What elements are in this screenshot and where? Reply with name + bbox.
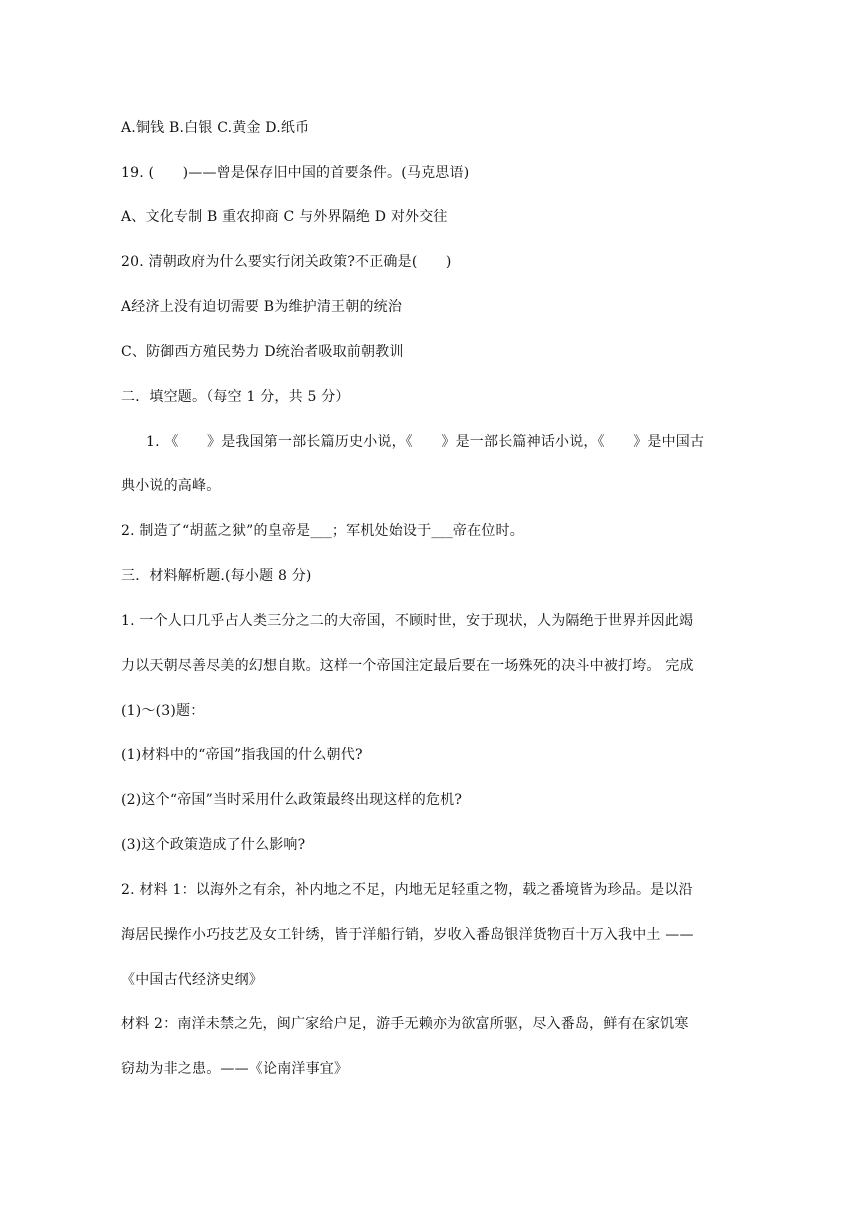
answer-options-q18: A.铜钱 B.白银 C.黄金 D.纸币 bbox=[121, 120, 310, 136]
fill-blank-question-1-line-1: 1. 《 》是我国第一部长篇历史小说，《 》是一部长篇神话小说，《 》是中国古 bbox=[146, 434, 705, 450]
material-question-1-line-3: (1)～(3)题： bbox=[121, 703, 205, 719]
fill-blank-question-2: 2. 制造了“胡蓝之狱”的皇帝是___；军机处始设于___帝在位时。 bbox=[121, 523, 524, 539]
material-question-1-line-2: 力以天朝尽善尽美的幻想自欺。这样一个帝国注定最后要在一场殊死的决斗中被打垮。 完成 bbox=[121, 658, 694, 674]
material-question-2-line-1: 2. 材料 1：以海外之有余，补内地之不足，内地无足轻重之物，载之番境皆为珍品。是以沿 bbox=[121, 882, 693, 898]
answer-options-q20-line-2: C、防御西方殖民势力 D统治者吸取前朝教训 bbox=[121, 344, 404, 360]
subquestion-3: (3)这个政策造成了什么影响? bbox=[121, 837, 306, 853]
answer-options-q20-line-1: A经济上没有迫切需要 B为维护清王朝的统治 bbox=[121, 299, 403, 315]
material-2-line-1: 材料 2：南洋未禁之先，闽广家给户足，游手无赖亦为欲富所驱，尽入番岛，鲜有在家饥寒 bbox=[121, 1016, 689, 1032]
material-question-1-line-1: 1. 一个人口几乎占人类三分之二的大帝国，不顾时世，安于现状，人为隔绝于世界并因此竭 bbox=[121, 613, 694, 629]
material-1-source: 《中国古代经济史纲》 bbox=[121, 972, 263, 988]
question-19: 19. ( )——曾是保存旧中国的首要条件。(马克思语) bbox=[121, 165, 470, 181]
section-heading-fill-blank: 二．填空题。（每空 1 分，共 5 分） bbox=[121, 389, 350, 405]
fill-blank-question-1-line-2: 典小说的高峰。 bbox=[121, 478, 221, 494]
subquestion-1: (1)材料中的“帝国”指我国的什么朝代? bbox=[121, 747, 363, 763]
answer-options-q19: A、文化专制 B 重农抑商 C 与外界隔绝 D 对外交往 bbox=[121, 209, 448, 225]
subquestion-2: (2)这个“帝国”当时采用什么政策最终出现这样的危机? bbox=[121, 792, 463, 808]
material-question-2-line-2: 海居民操作小巧技艺及女工针绣，皆于洋船行销，岁收入番岛银洋货物百十万入我中土 —— bbox=[121, 927, 694, 943]
section-heading-material-analysis: 三．材料解析题.(每小题 8 分) bbox=[121, 568, 312, 584]
material-2-line-2: 窃劫为非之患。——《论南洋事宜》 bbox=[121, 1061, 349, 1077]
question-20: 20. 清朝政府为什么要实行闭关政策?不正确是( ) bbox=[121, 254, 452, 270]
